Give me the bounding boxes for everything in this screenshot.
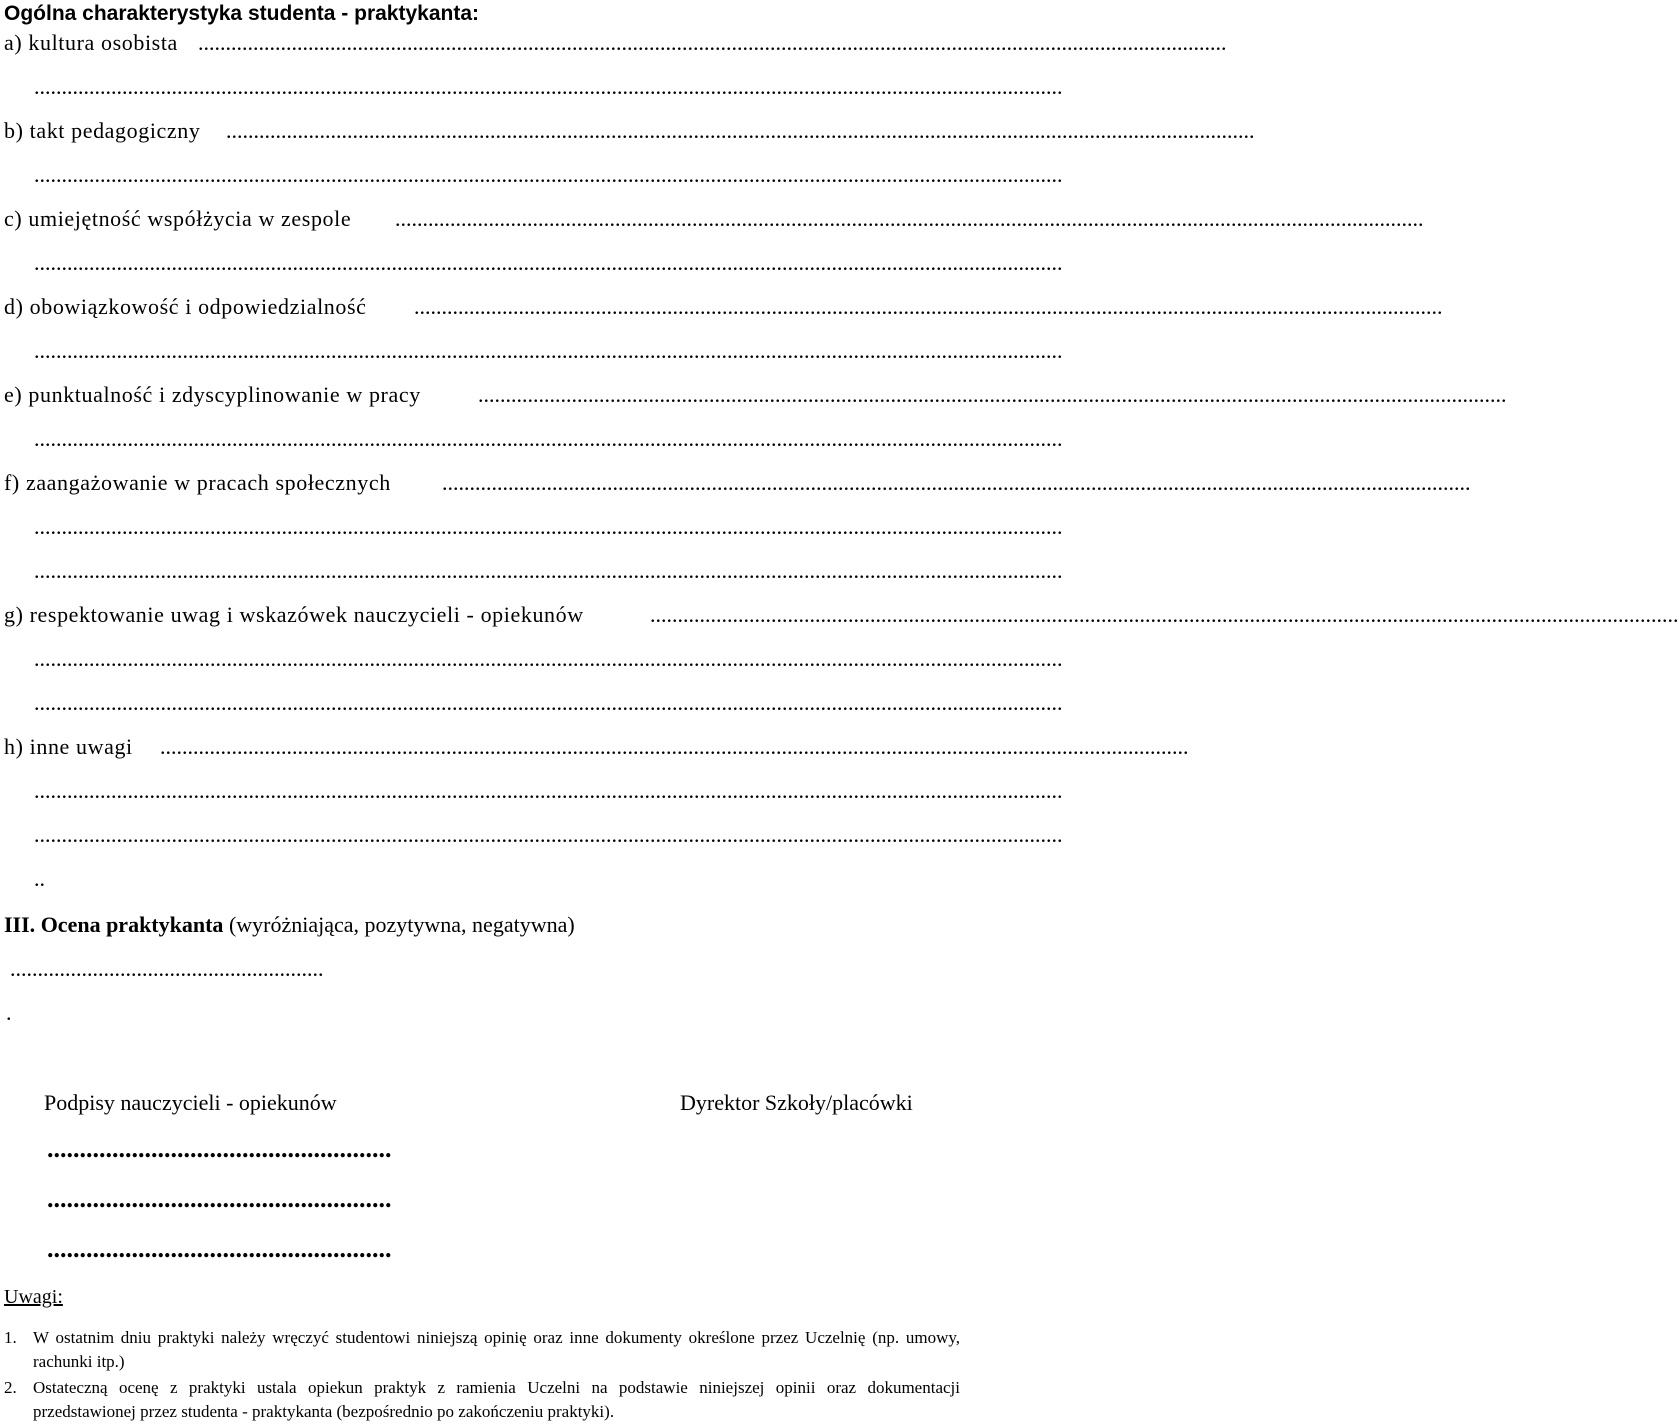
item-g-dots-2[interactable]: ........................................................................................................................................................................................... [34,646,1063,671]
item-a-dots-2[interactable]: ........................................................................................................................................................................................... [34,74,1063,99]
teacher-signature-line-3[interactable]: ..................................................... [47,1234,392,1263]
item-d-dots-2[interactable]: ........................................................................................................................................................................................... [34,338,1063,363]
form-heading: Ogólna charakterystyka studenta - praktykanta: [4,2,480,25]
section-3-answer-tail[interactable]: . [6,1000,12,1025]
item-c-label: c) umiejętność współżycia w zespole [4,206,352,231]
item-f-label: f) zaangażowanie w pracach społecznych [4,470,391,495]
item-g-dots-3[interactable]: ........................................................................................................................................................................................... [34,690,1063,715]
item-h-dots-tail[interactable]: .. [34,866,45,891]
note-1-text: W ostatnim dniu praktyki należy wręczyć studentowi niniejszą opinię oraz inne dokumenty określone przez Uczelnię (np. umowy, rachunki itp.) [33,1328,960,1371]
item-f-dots-3[interactable]: ........................................................................................................................................................................................... [34,558,1063,583]
section-3-heading [4,912,575,938]
note-2 [4,1376,960,1424]
item-h-label: h) inne uwagi [4,734,133,759]
item-a-dots-1[interactable]: ........................................................................................................................................................................................... [198,30,1227,55]
note-1-number: 1. [4,1328,17,1347]
teacher-signature-line-1[interactable]: ..................................................... [47,1134,392,1163]
item-d-label: d) obowiązkowość i odpowiedzialność [4,294,367,319]
item-h-dots-2[interactable]: ........................................................................................................................................................................................... [34,778,1063,803]
director-signature-label: Dyrektor Szkoły/placówki [680,1090,913,1115]
section-3-title: Ocena praktykanta [40,912,224,937]
item-c-dots-1[interactable]: ........................................................................................................................................................................................... [395,206,1424,231]
note-2-text: Ostateczną ocenę z praktyki ustala opiekun praktyk z ramienia Uczelni na podstawie niniejszej opinii oraz dokumentacji przedstawionej przez studenta - praktykanta (bezpośrednio po zakończeniu praktyki). [33,1378,960,1421]
item-g-label: g) respektowanie uwag i wskazówek nauczycieli - opiekunów [4,602,584,627]
section-3-answer-dots[interactable]: ......................................................... [10,956,324,981]
section-3-options: (wyróżniająca, pozytywna, negatywna) [228,912,575,937]
item-h-dots-1[interactable]: ........................................................................................................................................................................................... [160,734,1189,759]
item-d-dots-1[interactable]: ........................................................................................................................................................................................... [414,294,1443,319]
item-f-dots-1[interactable]: ........................................................................................................................................................................................... [442,470,1471,495]
item-e-dots-1[interactable]: ........................................................................................................................................................................................... [478,382,1507,407]
note-1 [4,1326,960,1374]
note-2-number: 2. [4,1378,17,1397]
teachers-signature-label: Podpisy nauczycieli - opiekunów [44,1090,337,1115]
item-a-label: a) kultura osobista [4,30,178,55]
item-f-dots-2[interactable]: ........................................................................................................................................................................................... [34,514,1063,539]
item-h-dots-3[interactable]: ........................................................................................................................................................................................... [34,822,1063,847]
item-b-label: b) takt pedagogiczny [4,118,201,143]
item-e-label: e) punktualność i zdyscyplinowanie w pracy [4,382,421,407]
item-g-dots-1[interactable]: ........................................................................................................................................................................................... [650,602,1679,627]
notes-title: Uwagi: [4,1286,63,1308]
item-b-dots-1[interactable]: ........................................................................................................................................................................................... [226,118,1255,143]
section-3-numeral: III. [4,912,36,937]
teacher-signature-line-2[interactable]: ..................................................... [47,1184,392,1213]
item-e-dots-2[interactable]: ........................................................................................................................................................................................... [34,426,1063,451]
item-c-dots-2[interactable]: ........................................................................................................................................................................................... [34,250,1063,275]
item-b-dots-2[interactable]: ........................................................................................................................................................................................... [34,162,1063,187]
